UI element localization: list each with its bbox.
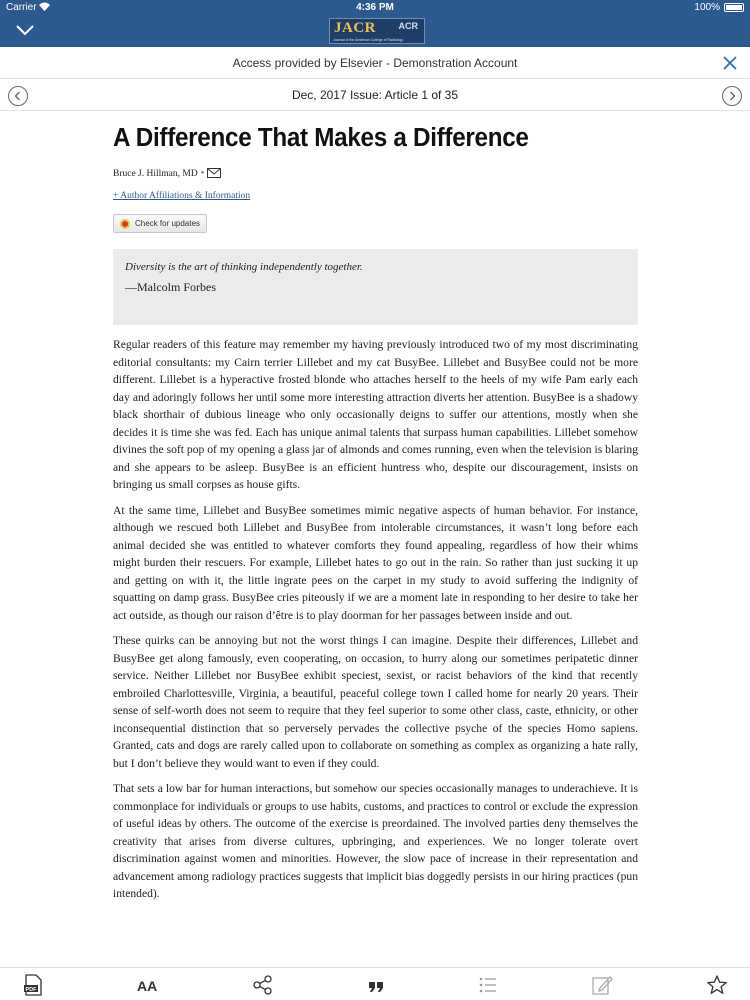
status-bar [0, 0, 750, 16]
paragraph: At the same time, Lillebet and BusyBee sometimes mimic negative aspects of human behavior. For instance, although we rescued both Lillebet and BusyBee from intolerable circumstances, it wasn’t long before each animal decided she was entitled to whatever comforts they found appealing, regardless of how their whims might burden their rescuers. For example, Lillebet hates to go out in the rain. So rather than just sucking it up and getting on with it, the little ingrate pees on the carpet in my study to avoid suffering the indignity of squatting on damp grass. BusyBee cries piteously if we are a moment late in responding to her desire to take her act outside, as though our raison d’être is to play doorman for her passages between inside and out. [113, 503, 638, 622]
check-for-updates-button[interactable] [113, 214, 207, 233]
author-affiliations-link[interactable]: + Author Affiliations & Information [113, 191, 251, 201]
article-body [113, 336, 638, 903]
app-header [0, 0, 750, 47]
svg-text:PDF: PDF [25, 987, 37, 993]
crossmark-icon [120, 219, 130, 229]
bottom-toolbar [0, 967, 750, 1000]
issue-article-position: Dec, 2017 Issue: Article 1 of 35 [291, 88, 459, 102]
access-banner [0, 47, 750, 79]
collapse-chevron-icon[interactable] [12, 20, 38, 40]
paragraph: These quirks can be annoying but not the worst things I can imagine. Despite their differences, Lillebet and BusyBee get along famously, even cooperating, on occasion, to hurry along our sometimes peripatetic dinner service. Neither Lillebet nor BusyBee exhibit speciest, sexist, or racist behaviors of the kind that recently embroiled Charlottesville, Virginia, a beautiful, peaceful college town I called home for nearly 20 years. Their sense of self-worth does not seem to require that they feel superior to some other class, caste, ethnicity, or other inconsequential distinction that so perversely pervades the collective psyche of the species Homo sapiens. Granted, cats and dogs are rarely called upon to collaborate on something as complex as organizing a hate rally, but I don’t believe they would want to even if they could. [113, 634, 638, 770]
mail-icon[interactable] [207, 168, 221, 181]
epigraph-attribution: —Malcolm Forbes [125, 280, 216, 294]
author-line [113, 166, 638, 182]
cite-quote-icon[interactable] [365, 974, 387, 996]
carrier-label: Carrier [6, 2, 37, 13]
battery-icon [724, 3, 744, 12]
logo-jacr: JACR [334, 20, 376, 36]
close-icon[interactable] [722, 55, 738, 71]
epigraph-quote: Diversity is the art of thinking independently together. [125, 261, 363, 273]
battery-percent: 100% [694, 2, 720, 13]
journal-logo [329, 18, 425, 44]
outline-list-icon[interactable] [477, 974, 499, 996]
next-article-button[interactable] [722, 86, 742, 106]
logo-acr: ACR [398, 21, 418, 31]
annotate-icon[interactable] [591, 974, 613, 996]
author-marker: * [200, 170, 205, 178]
logo-tagline: Journal of the American College of Radiology [333, 38, 404, 42]
text-size-button[interactable]: AA [137, 978, 158, 994]
pdf-icon[interactable] [22, 974, 44, 996]
epigraph-box [113, 249, 638, 325]
author-name[interactable]: Bruce J. Hillman, MD [113, 169, 198, 179]
paragraph: Regular readers of this feature may remember my having previously introduced two of my most discriminating editorial consultants: my Cairn terrier Lillebet and my cat BusyBee. Lillebet and BusyBee could not be more different. Lillebet is a hyperactive frosted blonde who attaches herself to the heels of my wife Pam early each day and adoringly follows her until some more interesting attraction diverts her attention. BusyBee is a shadowy black shorthair of dubious lineage who only occasionally deigns to suffer our attentions, mostly when she decides it is time she was fed. Each has unique animal talents that surpass human capabilities. Lillebet somehow divines the soft pop of my opening a glass jar of almonds and comes running, even when the television is blaring and she appears to be asleep. BusyBee is an efficient huntress who, despite our discouragement, insists on bringing us small corpses as house gifts. [113, 338, 638, 491]
issue-navigation [0, 79, 750, 111]
article [113, 120, 638, 911]
article-title: A Difference That Makes a Difference [113, 124, 529, 152]
check-for-updates-label: Check for updates [135, 219, 200, 228]
status-time: 4:36 PM [356, 2, 394, 13]
bookmark-star-icon[interactable] [706, 974, 728, 996]
paragraph: That sets a low bar for human interactions, but somehow our species occasionally manages to underachieve. It is commonplace for individuals or groups to use habits, customs, and practices to control or exclude the expression of useful ideas by others. The outcome of the exercise is preordained. The involved parties deny themselves the creativity that arises from diverse cultures, upbringing, and experiences. We no longer tolerate overt discrimination against women and minorities. However, the slow pace of increase in their representation and advancement among radiology practices suggests that implicit bias doggedly persists in our hiring practices (pun intended). [113, 782, 638, 900]
chevron-right-icon [727, 91, 737, 101]
access-text: Access provided by Elsevier - Demonstration Account [232, 56, 518, 70]
share-icon[interactable] [252, 974, 274, 996]
